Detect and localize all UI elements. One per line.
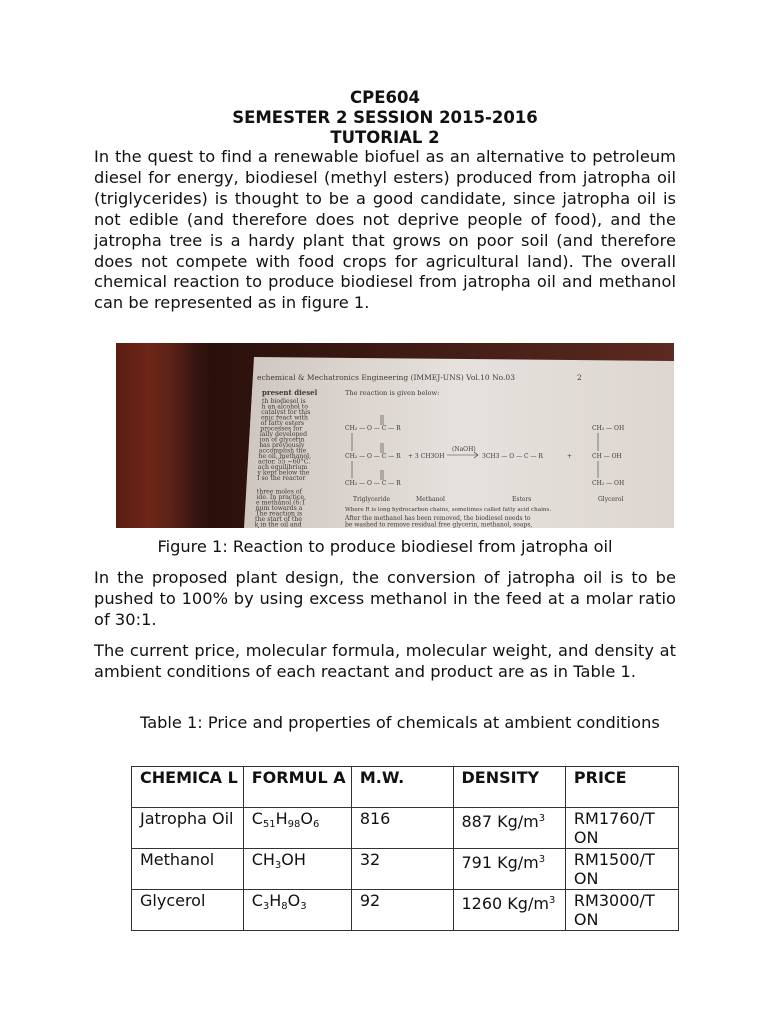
density-cell xyxy=(453,890,565,931)
header-density: DENSITY xyxy=(453,767,565,808)
svg-text:+: + xyxy=(567,453,573,460)
photo-left-line: ide. In practice, xyxy=(256,494,306,501)
formula-subscript: 51 xyxy=(262,819,276,830)
photo-left-line: enic react with xyxy=(260,414,308,422)
photo-left-line: y kept below the xyxy=(257,469,310,477)
density-value: 887 Kg/m xyxy=(461,812,539,831)
photo-page-header: echemical & Mechatronics Engineering (IMMEJ-UNS) Vol.10 No.03 xyxy=(257,373,515,382)
formula-element: C xyxy=(251,891,263,910)
chemical-cell: Methanol xyxy=(132,849,244,890)
density-exponent: 3 xyxy=(538,813,546,824)
conversion-paragraph: In the proposed plant design, the conversion of jatropha oil is to be pushed to 100% by using excess methanol in the feed at a molar ratio of 30:1. xyxy=(94,568,676,629)
table-caption: Table 1: Price and properties of chemicals at ambient conditions xyxy=(140,713,660,732)
photo-left-line: k in the oil and xyxy=(254,521,302,528)
header-mw: M.W. xyxy=(351,767,453,808)
chemical-cell: Glycerol xyxy=(132,890,244,931)
formula-element: H xyxy=(269,891,282,910)
photo-left-column xyxy=(253,398,311,528)
photo-left-line: the start of the xyxy=(255,516,302,523)
table-row xyxy=(132,890,679,931)
price-cell: RM3000/T ON xyxy=(565,890,678,931)
formula-subscript: 3 xyxy=(262,901,270,912)
photo-left-line: The reaction is xyxy=(255,510,303,518)
header-formula: FORMUL A xyxy=(243,767,351,808)
formula-subscript: 98 xyxy=(287,819,301,830)
photo-left-line: three moles of xyxy=(256,488,302,496)
photo-left-line: accomplish the xyxy=(258,447,307,455)
table-header-row xyxy=(132,767,679,808)
header-chemical: CHEMICA L xyxy=(132,767,244,808)
price-cell: RM1760/T ON xyxy=(565,808,678,849)
formula-element: O xyxy=(300,809,313,828)
photo-left-line: he oil, methanol, xyxy=(258,453,312,460)
tutorial-title: TUTORIAL 2 xyxy=(330,128,440,147)
photo-right-column xyxy=(344,515,535,528)
photo-page-number: 2 xyxy=(577,373,582,382)
svg-text:CH₂ — O — C — R: CH₂ — O — C — R xyxy=(345,453,401,460)
photo-left-heading: present diesel xyxy=(262,388,318,397)
svg-text:CH₂ — O — C — R: CH₂ — O — C — R xyxy=(345,480,401,487)
mw-cell: 92 xyxy=(351,890,453,931)
label-esters: Esters xyxy=(512,496,532,503)
photo-reaction-catalyst: (NaOH) xyxy=(452,446,476,453)
properties-table xyxy=(131,766,679,931)
svg-text:CH — OH: CH — OH xyxy=(592,453,622,460)
density-exponent: 3 xyxy=(548,895,556,906)
formula-subscript: 6 xyxy=(312,819,320,830)
photo-right-line: be washed to remove residual free glycerin, methanol, soaps, xyxy=(345,521,533,528)
label-glycerol: Glycerol xyxy=(598,496,624,503)
formula-element: H xyxy=(275,809,288,828)
reaction-photo-image xyxy=(116,343,674,528)
svg-text:CH₂ — O — C — R: CH₂ — O — C — R xyxy=(345,425,401,432)
figure-caption: Figure 1: Reaction to produce biodiesel from jatropha oil xyxy=(157,537,613,556)
reaction-photo xyxy=(116,343,674,528)
photo-left-line: of fatty esters xyxy=(260,420,305,427)
chemical-cell: Jatropha Oil xyxy=(132,808,244,849)
header-price: PRICE xyxy=(565,767,678,808)
density-exponent: 3 xyxy=(538,854,546,865)
course-code: CPE604 xyxy=(350,88,420,107)
photo-left-line: h an alcohol to xyxy=(261,403,308,411)
mw-cell: 32 xyxy=(351,849,453,890)
photo-left-line: e methanol (6:1 xyxy=(256,499,306,507)
svg-text:CH₂ — OH: CH₂ — OH xyxy=(592,425,625,432)
price-cell: RM1500/T ON xyxy=(565,849,678,890)
photo-left-line: actor. 55 ~60°C. xyxy=(258,458,311,466)
formula-subscript: 3 xyxy=(300,901,307,912)
photo-left-line: num towards a xyxy=(255,505,303,512)
svg-text:CH₂ — OH: CH₂ — OH xyxy=(592,480,625,487)
table-body xyxy=(132,808,679,931)
photo-left-line: I so the reactor xyxy=(257,475,306,482)
photo-right-line: After the methanol has been removed, the biodiesel needs to xyxy=(345,515,531,522)
formula-cell xyxy=(243,890,351,931)
price-paragraph: The current price, molecular formula, molecular weight, and density at ambient conditions of each reactant and product are as in Table 1. xyxy=(94,641,676,681)
photo-left-line xyxy=(253,527,281,528)
semester-title: SEMESTER 2 SESSION 2015-2016 xyxy=(232,108,538,127)
intro-paragraph: In the quest to find a renewable biofuel as an alternative to petroleum diesel for energy, biodiesel (methyl esters) produced from jatropha oil (triglycerides) is thought to be a good candidate, since jatropha oil is not edible (and therefore does not deprive people of food), and the jatropha tree is a hardy plant that grows on poor soil (and therefore does not compete with food crops for agricultural land). The overall chemical reaction to produce biodiesel from jatropha oil and methanol can be represented as in figure 1. xyxy=(94,147,676,313)
mw-cell: 816 xyxy=(351,808,453,849)
formula-element: CH xyxy=(251,850,275,869)
formula-cell xyxy=(243,849,351,890)
density-cell xyxy=(453,808,565,849)
photo-left-line: ion of glycerin xyxy=(259,436,305,444)
photo-reaction-plus: + 3 CH3OH xyxy=(408,453,445,460)
photo-left-line: ially developed xyxy=(259,431,308,438)
photo-left-line: ach equilibrium xyxy=(257,464,308,471)
formula-element: OH xyxy=(281,850,306,869)
photo-left-line: has previously xyxy=(259,442,305,449)
formula-element: C xyxy=(251,809,263,828)
formula-subscript: 8 xyxy=(281,901,288,912)
formula-cell xyxy=(243,808,351,849)
photo-note: Where R is long hydrocarbon chains, sometimes called fatty acid chains. xyxy=(345,507,552,513)
formula-element: O xyxy=(287,891,301,910)
photo-reaction-product: 3CH3 — O — C — R xyxy=(482,453,543,460)
label-triglyceride: Triglyceride xyxy=(353,496,391,503)
table-row xyxy=(132,849,679,890)
table-row xyxy=(132,808,679,849)
density-value: 1260 Kg/m xyxy=(461,894,549,913)
density-cell xyxy=(453,849,565,890)
formula-subscript: 3 xyxy=(274,860,282,871)
photo-left-line: th biodiesel is xyxy=(262,398,306,405)
photo-reaction-heading: The reaction is given below: xyxy=(345,389,440,397)
photo-left-line: processes for xyxy=(260,425,303,433)
density-value: 791 Kg/m xyxy=(461,853,539,872)
photo-left-line: catalyst for this xyxy=(261,409,311,416)
label-methanol: Methanol xyxy=(416,496,445,503)
